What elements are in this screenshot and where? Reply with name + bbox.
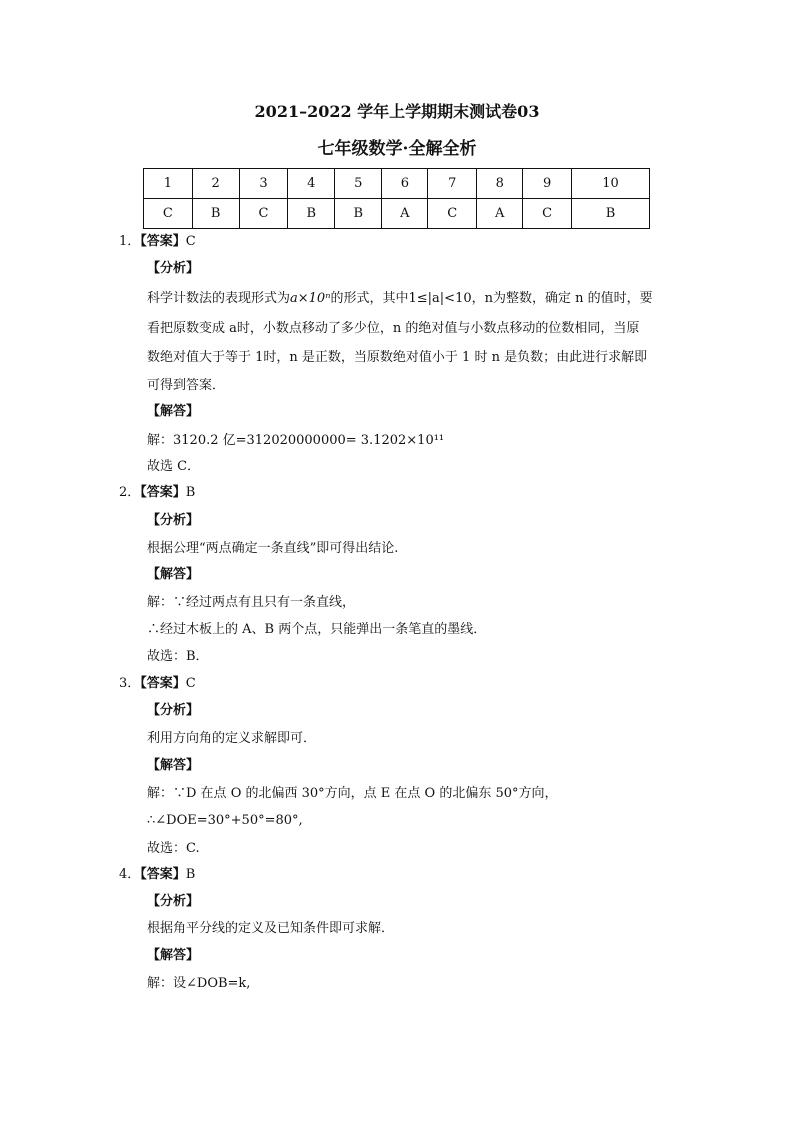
q4-solution-label: 【解答】 [147, 948, 200, 963]
q2-answer: B [185, 485, 196, 500]
q2-number: 2． [119, 485, 141, 500]
answer-choice-cell: C [523, 199, 572, 229]
question-number-cell: 10 [571, 169, 649, 199]
q3-solution-line-3: 故选：C. [147, 841, 200, 856]
q2-solution-label: 【解答】 [147, 567, 200, 582]
q1-answer: C [185, 234, 196, 249]
q2-analysis-label: 【分析】 [147, 513, 200, 528]
q1-analysis-line-1 [147, 290, 653, 308]
q1-answer-line [119, 233, 196, 251]
q4-analysis-label: 【分析】 [147, 894, 200, 909]
answer-choice-cell: B [288, 199, 335, 229]
q3-number: 3． [119, 676, 141, 691]
doc-subtitle: 七年级数学·全解全析 [317, 139, 477, 159]
question-number-cell: 7 [428, 169, 477, 199]
question-number-cell: 9 [523, 169, 572, 199]
q2-answer-line [119, 484, 195, 502]
q4-answer: B [185, 867, 196, 882]
answer-choice-cell: A [382, 199, 428, 229]
question-number-cell: 6 [382, 169, 428, 199]
q2-solution-line-2: ∴经过木板上的 A、B 两个点，只能弹出一条笔直的墨线． [147, 622, 487, 637]
answer-choice-cell: B [335, 199, 382, 229]
q4-analysis-line-1: 根据角平分线的定义及已知条件即可求解． [147, 921, 395, 936]
answer-choice-cell: C [428, 199, 477, 229]
math-inequality: 1≤|a|<10 [408, 291, 472, 306]
q3-analysis-label: 【分析】 [147, 703, 200, 718]
question-number-cell: 4 [288, 169, 335, 199]
q2-solution-line-1: 解：∵经过两点有且只有一条直线， [147, 595, 356, 610]
answer-choice-cell: B [192, 199, 239, 229]
q3-solution-line-1: 解：∵D 在点 O 的北偏西 30°方向，点 E 在点 O 的北偏东 50°方向， [147, 786, 558, 801]
answer-label: 【答案】 [140, 485, 186, 500]
q1-analysis-line-2: 看把原数变成 a时，小数点移动了多少位，n 的绝对值与小数点移动的位数相同，当原 [147, 321, 640, 336]
answer-label: 【答案】 [140, 234, 186, 249]
answer-table [143, 168, 650, 229]
text: ，n为整数，确定 n 的值时，要 [471, 291, 653, 306]
question-number-cell: 1 [144, 169, 193, 199]
q1-analysis-label: 【分析】 [147, 261, 200, 276]
answer-label: 【答案】 [140, 676, 186, 691]
text: 的形式，其中 [330, 291, 409, 306]
q4-answer-line [119, 866, 195, 884]
q1-number: 1． [119, 234, 141, 249]
question-number-cell: 2 [192, 169, 239, 199]
answer-choice-cell: C [144, 199, 193, 229]
q2-analysis-line-1: 根据公理“两点确定一条直线”即可得出结论. [147, 541, 399, 556]
q1-analysis-line-4: 可得到答案． [147, 378, 226, 393]
q1-solution-line-2: 故选 C． [147, 459, 201, 474]
q3-solution-line-2: ∴∠DOE=30°+50°=80°, [147, 813, 303, 828]
doc-title: 2021–2022 学年上学期期末测试卷03 [254, 102, 540, 121]
answer-table-number-row [144, 169, 650, 199]
q1-solution-line-1: 解：3120.2 亿=312020000000= 3.1202×10¹¹ [147, 433, 445, 448]
q1-solution-label: 【解答】 [147, 404, 200, 419]
q4-solution-line-1: 解：设∠DOB=k, [147, 976, 251, 991]
answer-choice-cell: B [571, 199, 649, 229]
q2-solution-line-3: 故选：B． [147, 649, 209, 664]
answer-choice-cell: A [477, 199, 523, 229]
q4-number: 4． [119, 867, 141, 882]
question-number-cell: 5 [335, 169, 382, 199]
q1-analysis-line-3: 数绝对值大于等于 1时，n 是正数，当原数绝对值小于 1 时 n 是负数；由此进行求解即 [147, 350, 648, 365]
answer-choice-cell: C [239, 199, 288, 229]
math-expression: a×10ⁿ [290, 291, 331, 306]
answer-table-answer-row [144, 199, 650, 229]
answer-label: 【答案】 [140, 867, 186, 882]
question-number-cell: 3 [239, 169, 288, 199]
q3-answer: C [185, 676, 196, 691]
q3-analysis-line-1: 利用方向角的定义求解即可． [147, 731, 317, 746]
question-number-cell: 8 [477, 169, 523, 199]
text: 科学计数法的表现形式为 [147, 291, 291, 306]
q3-answer-line [119, 675, 196, 693]
q3-solution-label: 【解答】 [147, 758, 200, 773]
